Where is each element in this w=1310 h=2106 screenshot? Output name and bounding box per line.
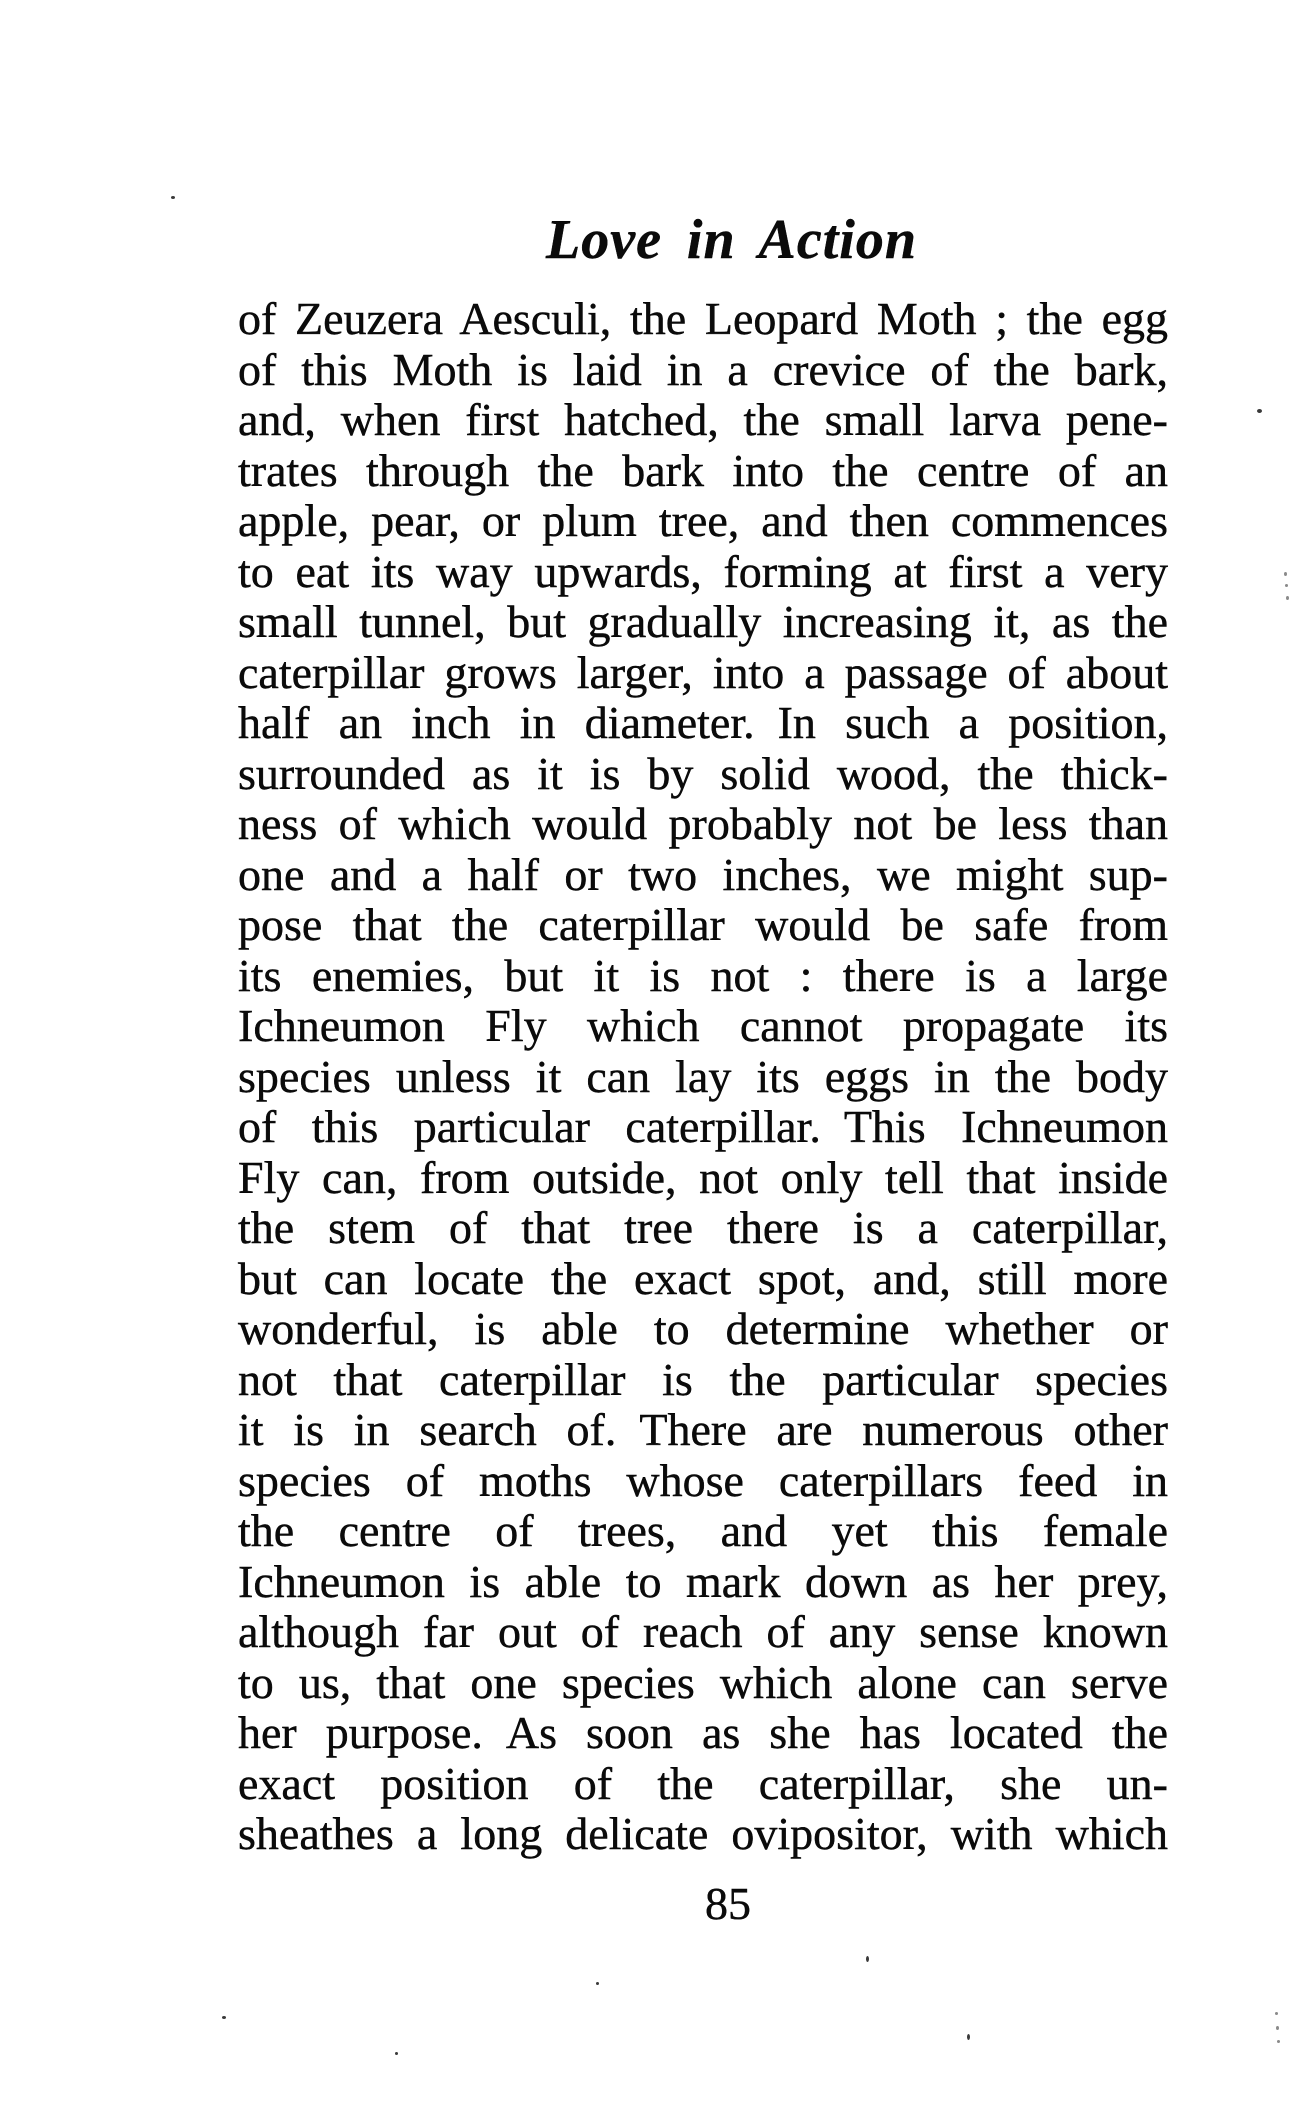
scan-speck [395, 2052, 398, 2055]
scan-speck [1257, 409, 1262, 413]
scan-speck [866, 1956, 869, 1962]
page-title: Love in Action [546, 209, 918, 271]
text-line: of Zeuzera Aesculi, the Leopard Moth ; the egg [238, 293, 1168, 344]
scan-speck [1284, 572, 1287, 576]
text-line: small tunnel, but gradually increasing it, as the [238, 596, 1168, 647]
text-line: sheathes a long delicate ovipositor, with which [238, 1808, 1168, 1859]
text-line: pose that the caterpillar would be safe from [238, 899, 1168, 950]
text-line: its enemies, but it is not : there is a large [238, 949, 1168, 1001]
text-line: species unless it can lay its eggs in the body [238, 1050, 1168, 1102]
scan-speck [1286, 596, 1289, 600]
scan-speck [222, 2016, 226, 2019]
text-line: caterpillar grows larger, into a passage of about [238, 646, 1168, 698]
text-line: exact position of the caterpillar, she un- [238, 1757, 1168, 1809]
text-line: of this particular caterpillar. This Ichneumon [238, 1101, 1168, 1152]
text-line: of this Moth is laid in a crevice of the bark, [238, 343, 1168, 395]
scan-speck [596, 1982, 599, 1985]
text-line: species of moths whose caterpillars feed in [238, 1454, 1168, 1506]
text-line: although far out of reach of any sense known [238, 1606, 1168, 1657]
text-line: apple, pear, or plum tree, and then commences [238, 495, 1168, 546]
text-line: the stem of that tree there is a caterpillar, [238, 1202, 1168, 1253]
page-number: 85 [705, 1878, 751, 1929]
text-line: not that caterpillar is the particular species [238, 1353, 1168, 1405]
text-line: ness of which would probably not be less than [238, 798, 1168, 849]
scan-speck [1276, 2026, 1279, 2030]
text-line: her purpose. As soon as she has located the [238, 1707, 1168, 1758]
text-line: wonderful, is able to determine whether or [238, 1303, 1168, 1354]
text-line: half an inch in diameter. In such a position, [238, 697, 1168, 748]
text-line: to eat its way upwards, forming at first a very [238, 545, 1168, 597]
text-line: but can locate the exact spot, and, still more [238, 1252, 1168, 1304]
text-line: one and a half or two inches, we might sup- [238, 848, 1168, 900]
text-line: it is in search of. There are numerous other [238, 1404, 1168, 1455]
text-line: trates through the bark into the centre of an [238, 444, 1168, 496]
scan-speck [1275, 2012, 1278, 2015]
body-text [238, 294, 1168, 1860]
text-line: Fly can, from outside, not only tell that inside [238, 1151, 1168, 1203]
text-line: the centre of trees, and yet this female [238, 1505, 1168, 1556]
text-line: surrounded as it is by solid wood, the thick- [238, 747, 1168, 799]
scan-speck [171, 196, 175, 199]
text-line: Ichneumon Fly which cannot propagate its [238, 1000, 1168, 1051]
text-line: to us, that one species which alone can serve [238, 1656, 1168, 1708]
scan-speck [1277, 2040, 1280, 2043]
scan-speck [967, 2034, 970, 2040]
text-line: Ichneumon is able to mark down as her prey, [238, 1555, 1168, 1607]
scan-speck [1285, 584, 1288, 587]
text-line: and, when first hatched, the small larva pene- [238, 394, 1168, 445]
